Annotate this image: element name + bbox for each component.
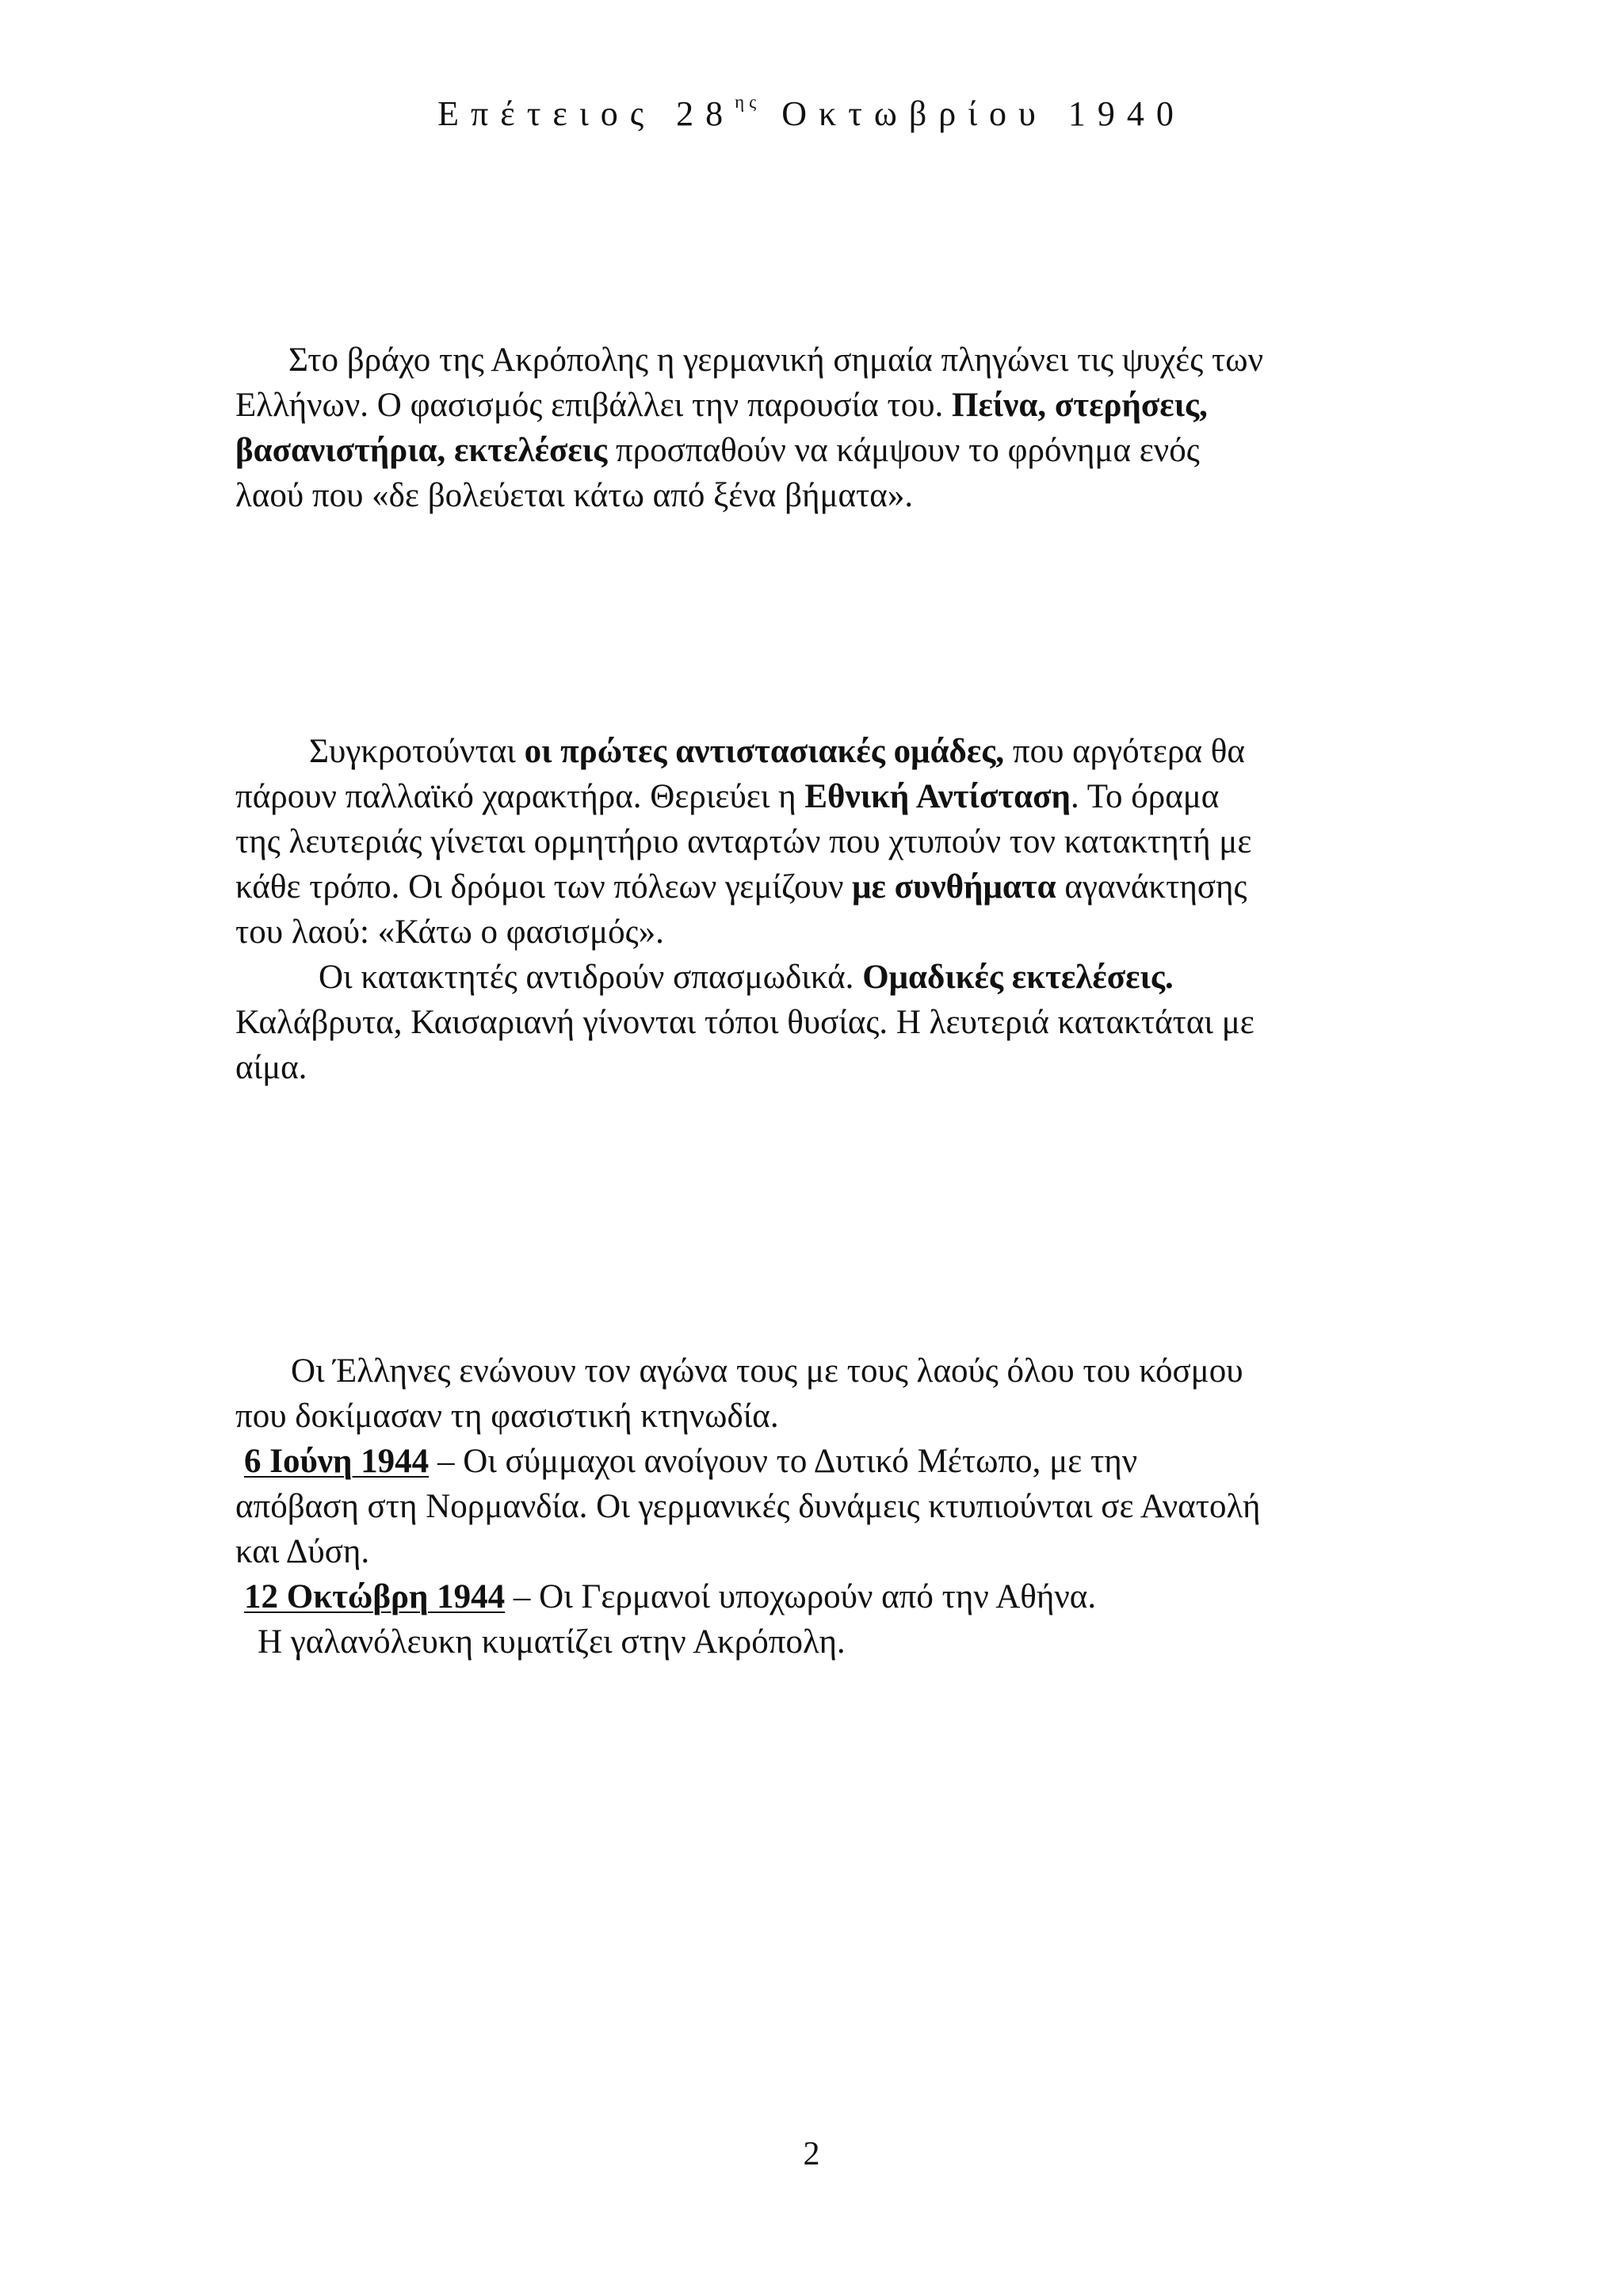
header-title-pre: Επέτειος 28 bbox=[437, 94, 735, 133]
bold-phrase: οι πρώτες αντιστασιακές ομάδες, bbox=[524, 733, 1005, 770]
text-span: λαού που «δε βολεύεται κάτω από ξένα βήματα». bbox=[235, 477, 914, 514]
text-line bbox=[235, 1484, 1424, 1529]
text-line bbox=[235, 1619, 1424, 1665]
text-span: που δοκίμασαν τη φασιστική κτηνωδία. bbox=[235, 1398, 779, 1435]
text-span: πάρουν παλλαϊκό χαρακτήρα. Θεριεύει η bbox=[235, 778, 805, 815]
text-span: Συγκροτούνται bbox=[309, 733, 525, 770]
text-span: Οι κατακτητές αντιδρούν σπασμωδικά. bbox=[319, 959, 863, 996]
page-header bbox=[0, 93, 1623, 135]
text-span: κάθε τρόπο. Οι δρόμοι των πόλεων γεμίζουν bbox=[235, 868, 853, 906]
text-line bbox=[235, 1348, 1424, 1394]
paragraph-resistance bbox=[235, 729, 1424, 1090]
text-span: αγανάκτησης bbox=[1056, 868, 1247, 906]
text-span: και Δύση. bbox=[235, 1533, 370, 1570]
text-line bbox=[235, 1574, 1424, 1619]
text-span: – Οι σύμμαχοι ανοίγουν το Δυτικό Μέτωπο, με την bbox=[429, 1443, 1138, 1480]
text-line bbox=[235, 1000, 1424, 1045]
text-line bbox=[235, 955, 1424, 1000]
bold-phrase: με συνθήματα bbox=[852, 868, 1056, 906]
date-12-october-1944: 12 Οκτώβρη 1944 bbox=[244, 1578, 506, 1615]
text-span: Οι Έλληνες ενώνουν τον αγώνα τους με τους λαούς όλου του κόσμου bbox=[291, 1352, 1243, 1390]
page-number: 2 bbox=[803, 2136, 820, 2172]
bold-phrase: Ομαδικές εκτελέσεις. bbox=[862, 959, 1174, 996]
text-line bbox=[235, 910, 1424, 955]
header-superscript: ης bbox=[735, 92, 762, 112]
text-span: – Οι Γερμανοί υποχωρούν από την Αθήνα. bbox=[505, 1578, 1097, 1615]
text-line bbox=[235, 864, 1424, 910]
text-span: προσπαθούν να κάμψουν το φρόνημα ενός bbox=[607, 432, 1200, 469]
paragraph-liberation bbox=[235, 1348, 1424, 1665]
text-line bbox=[235, 819, 1424, 864]
text-line bbox=[235, 729, 1424, 774]
text-span: Στο βράχο της Ακρόπολης η γερμανική σημαία πληγώνει τις ψυχές των bbox=[288, 341, 1264, 379]
text-line bbox=[235, 1529, 1424, 1574]
text-span: Η γαλανόλευκη κυματίζει στην Ακρόπολη. bbox=[258, 1623, 846, 1661]
text-span: Ελλήνων. Ο φασισμός επιβάλλει την παρουσία του. bbox=[235, 387, 953, 424]
bold-phrase: Πείνα, στερήσεις, bbox=[952, 387, 1208, 424]
text-line bbox=[235, 774, 1424, 819]
header-title-post: Οκτωβρίου 1940 bbox=[761, 94, 1186, 133]
text-line bbox=[235, 428, 1424, 473]
text-line bbox=[235, 1394, 1424, 1439]
text-span: που αργότερα θα bbox=[1004, 733, 1245, 770]
text-line bbox=[235, 383, 1424, 428]
text-span: της λευτεριάς γίνεται ορμητήριο ανταρτών που χτυπούν τον κατακτητή με bbox=[235, 823, 1252, 860]
text-line bbox=[235, 1045, 1424, 1090]
bold-phrase: Εθνική Αντίσταση bbox=[804, 778, 1071, 815]
text-span: . Το όραμα bbox=[1070, 778, 1220, 815]
paragraph-occupation bbox=[235, 338, 1424, 518]
bold-phrase: βασανιστήρια, εκτελέσεις bbox=[235, 432, 608, 469]
text-span: απόβαση στη Νορμανδία. Οι γερμανικές δυνάμεις κτυπιούνται σε Ανατολή bbox=[235, 1488, 1261, 1525]
text-line bbox=[235, 473, 1424, 518]
text-span: Καλάβρυτα, Καισαριανή γίνονται τόποι θυσίας. Η λευτεριά κατακτάται με bbox=[235, 1004, 1254, 1041]
text-span: του λαού: «Κάτω ο φασισμός». bbox=[235, 913, 664, 951]
text-line bbox=[235, 1439, 1424, 1484]
text-line bbox=[235, 338, 1424, 383]
date-6-june-1944: 6 Ιούνη 1944 bbox=[244, 1443, 430, 1480]
text-span: αίμα. bbox=[235, 1049, 307, 1086]
